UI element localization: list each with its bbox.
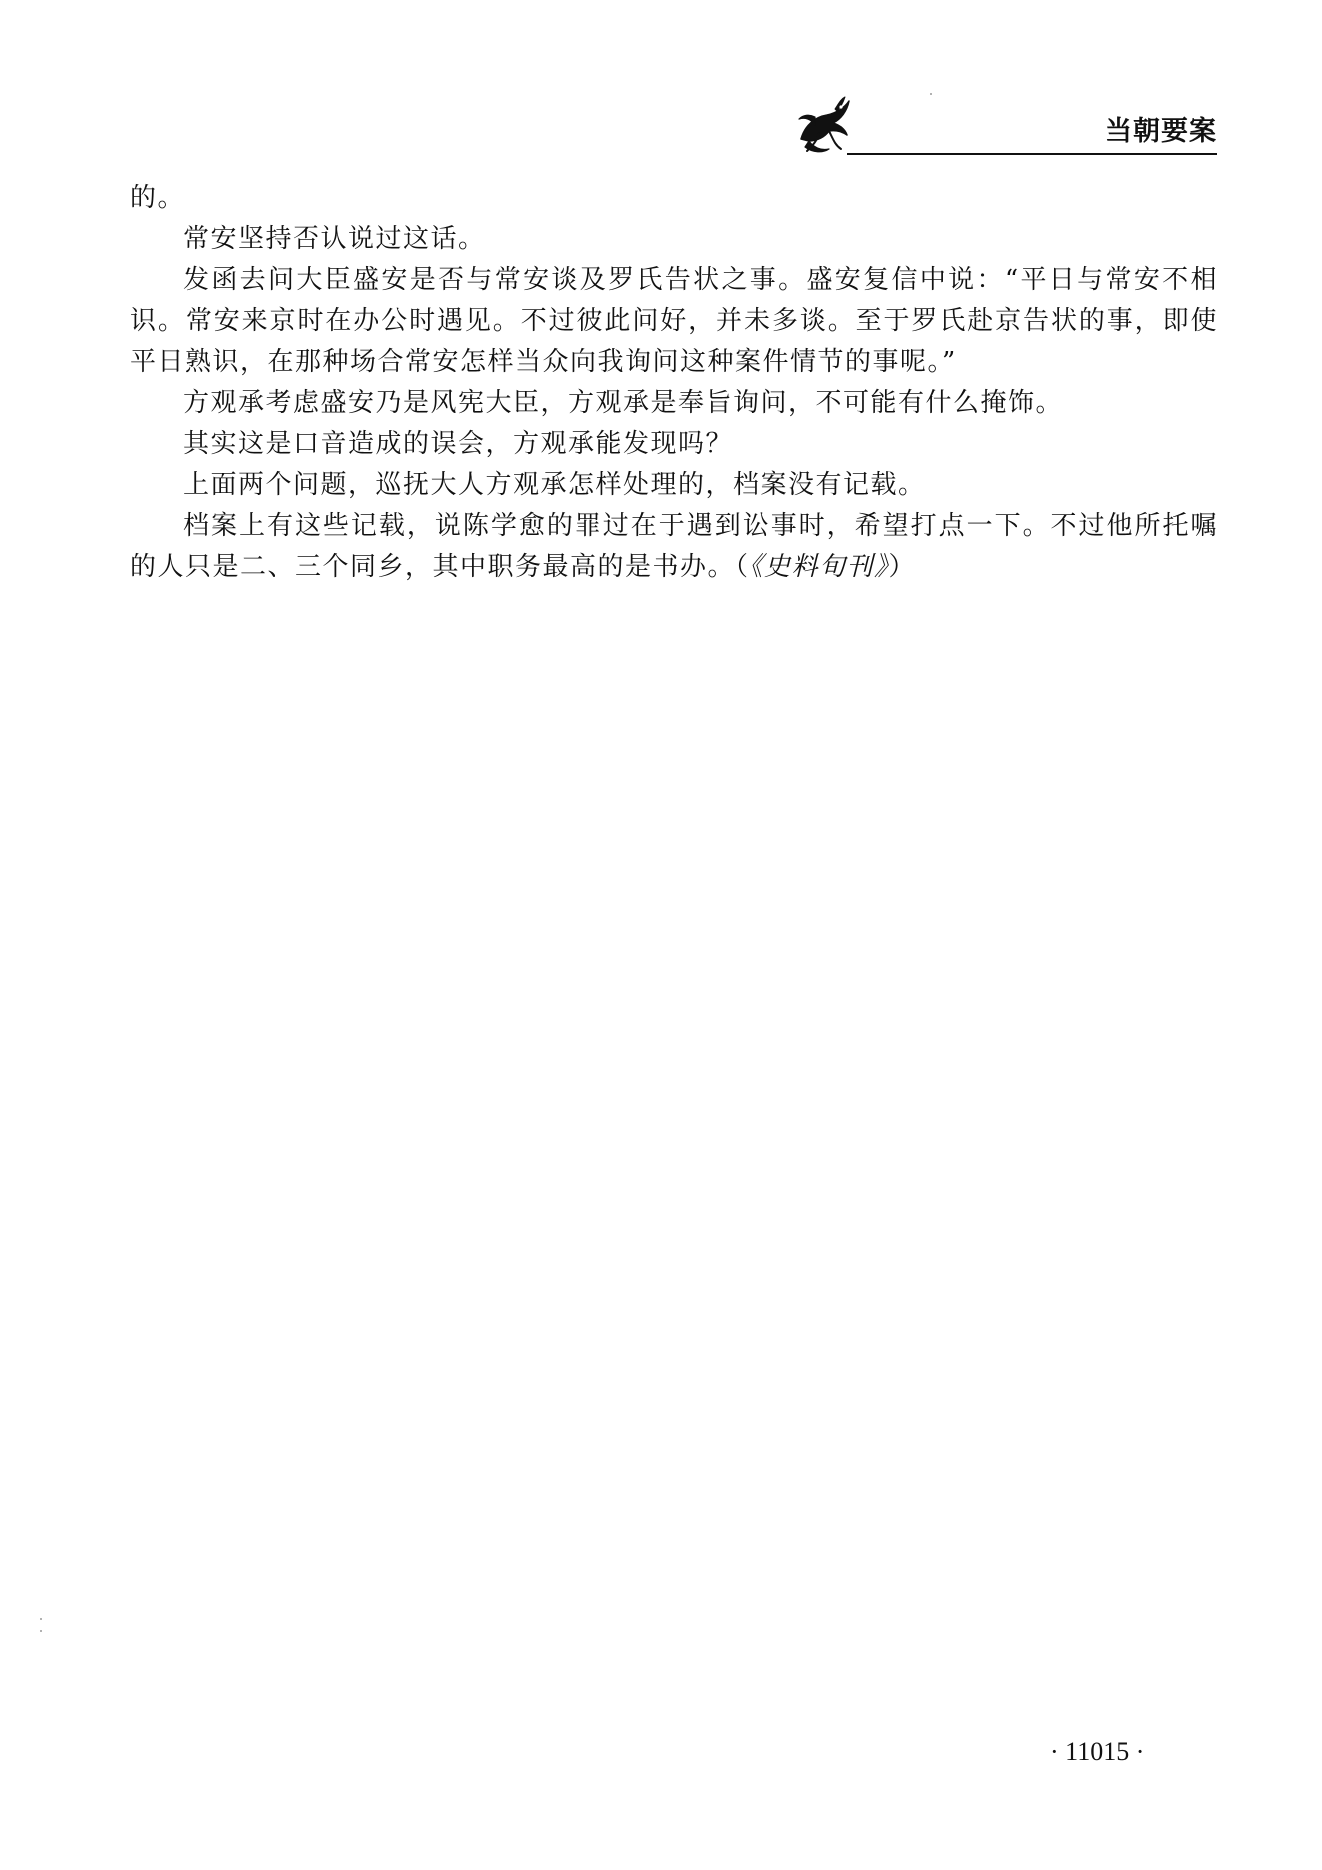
paragraph: 其实这是口音造成的误会，方观承能发现吗？	[183, 429, 734, 459]
source-citation: 《史料旬刊》	[749, 552, 889, 582]
dragon-emblem-icon	[795, 95, 855, 157]
paragraph-with-citation	[130, 506, 1218, 588]
running-header	[795, 95, 1217, 157]
header-divider	[847, 153, 1217, 155]
closing-paren: ）	[888, 552, 917, 582]
paragraph: 方观承考虑盛安乃是风宪大臣，方观承是奉旨询问，不可能有什么掩饰。	[183, 388, 1064, 418]
header-title: 当朝要案	[1105, 116, 1217, 147]
body-text	[130, 178, 1218, 588]
paragraph: 常安坚持否认说过这话。	[183, 224, 486, 254]
scan-speck	[930, 93, 932, 95]
page-number: · 11015 ·	[1050, 1737, 1145, 1766]
paragraph: 上面两个问题，巡抚大人方观承怎样处理的，档案没有记载。	[183, 470, 926, 500]
paragraph-text: 档案上有这些记载，说陈学愈的罪过在于遇到讼事时，希望打点一下。不过他所托嘱的人只是二、三个同乡，其中职务最高的是书办。（	[130, 511, 1218, 582]
paragraph: 的。	[130, 183, 186, 213]
scan-speck	[40, 1618, 42, 1620]
scan-speck	[40, 1630, 42, 1632]
paragraph: 发函去问大臣盛安是否与常安谈及罗氏告状之事。盛安复信中说：“平日与常安不相识。常安来京时在办公时遇见。不过彼此问好，并未多谈。至于罗氏赴京告状的事，即使平日熟识，在那种场合常安怎样当众向我询问这种案件情节的事呢。”	[130, 265, 1218, 377]
